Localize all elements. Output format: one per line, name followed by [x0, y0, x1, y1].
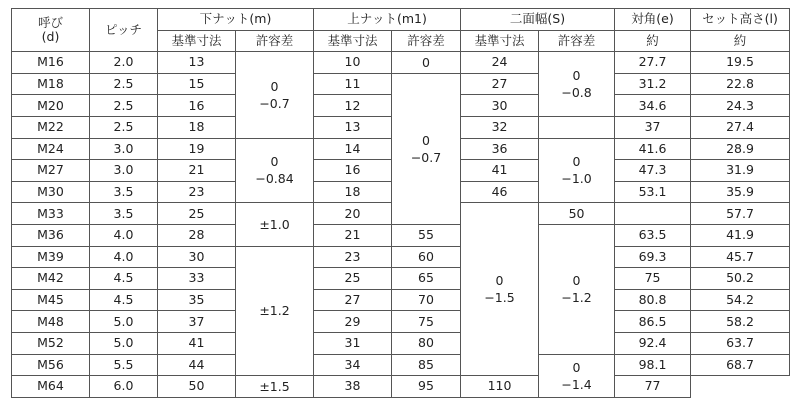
l-cell: 31.9	[691, 160, 790, 182]
m-tolerance-cell	[236, 138, 314, 203]
m-tolerance-header: 許容差	[236, 30, 314, 52]
header-row-1	[12, 9, 790, 31]
m-cell: 13	[158, 52, 236, 74]
size-cell: M16	[12, 52, 90, 74]
s-cell: 46	[461, 181, 539, 203]
s-tolerance-cell	[539, 224, 615, 354]
tolerance-upper: 0	[572, 359, 581, 375]
size-cell: M20	[12, 95, 90, 117]
e-cell: 63.5	[615, 224, 691, 246]
pitch-cell: 4.0	[90, 246, 158, 268]
pitch-cell: 6.0	[90, 376, 158, 398]
s-cell: 60	[392, 246, 461, 268]
e-cell: 69.3	[615, 246, 691, 268]
s-cell: 50	[539, 203, 615, 225]
lower-nut-header: 下ナット(m)	[158, 9, 314, 31]
table-row	[12, 224, 790, 246]
size-cell: M22	[12, 116, 90, 138]
s-tolerance-cell	[539, 116, 615, 138]
e-cell: 75	[615, 268, 691, 290]
s-tolerance-header: 許容差	[539, 30, 615, 52]
e-cell: 86.5	[615, 311, 691, 333]
l-cell: 68.7	[691, 354, 790, 376]
m1-cell: 12	[314, 95, 392, 117]
m-basic-header: 基準寸法	[158, 30, 236, 52]
size-cell: M24	[12, 138, 90, 160]
pitch-cell: 4.5	[90, 289, 158, 311]
e-cell: 37	[615, 116, 691, 138]
m-tolerance-cell: ±1.2	[236, 246, 314, 376]
l-cell: 63.7	[691, 332, 790, 354]
size-cell: M52	[12, 332, 90, 354]
s-cell: 70	[392, 289, 461, 311]
l-cell: 28.9	[691, 138, 790, 160]
width-across-corners-header: 対角(e)	[615, 9, 691, 31]
m1-cell: 34	[314, 354, 392, 376]
pitch-cell: 3.0	[90, 160, 158, 182]
m1-cell: 25	[314, 268, 392, 290]
designation-header	[12, 9, 90, 52]
e-cell: 57.7	[691, 203, 790, 225]
m1-tolerance-cell	[392, 73, 461, 224]
m1-cell: 10	[314, 52, 392, 74]
pitch-cell: 5.0	[90, 311, 158, 333]
pitch-cell: 4.0	[90, 224, 158, 246]
table-row	[12, 376, 790, 398]
m-cell: 41	[158, 332, 236, 354]
m-tolerance-cell: ±1.5	[236, 376, 314, 398]
m-cell: 28	[158, 224, 236, 246]
e-cell: 31.2	[615, 73, 691, 95]
m1-cell: 38	[314, 376, 392, 398]
m-tolerance-cell	[236, 52, 314, 138]
tolerance-lower: −1.5	[484, 290, 515, 306]
pitch-cell: 3.5	[90, 181, 158, 203]
s-tolerance-cell	[539, 52, 615, 117]
m-cell: 23	[158, 181, 236, 203]
m1-tolerance-cell: 0	[392, 52, 461, 74]
pitch-header: ピッチ	[90, 9, 158, 52]
width-across-flats-header: 二面幅(S)	[461, 9, 615, 31]
pitch-cell: 2.0	[90, 52, 158, 74]
m1-cell: 13	[314, 116, 392, 138]
e-cell: 27.7	[615, 52, 691, 74]
l-cell: 58.2	[691, 311, 790, 333]
l-cell: 50.2	[691, 268, 790, 290]
size-cell: M64	[12, 376, 90, 398]
size-cell: M42	[12, 268, 90, 290]
s-cell: 27	[461, 73, 539, 95]
s-basic-header: 基準寸法	[461, 30, 539, 52]
tolerance-lower: −0.7	[410, 149, 442, 165]
size-cell: M18	[12, 73, 90, 95]
size-cell: M30	[12, 181, 90, 203]
m-cell: 50	[158, 376, 236, 398]
l-cell: 45.7	[691, 246, 790, 268]
m1-cell: 29	[314, 311, 392, 333]
m1-cell: 11	[314, 73, 392, 95]
s-tolerance-cell	[539, 354, 615, 397]
l-cell: 35.9	[691, 181, 790, 203]
l-cell: 77	[615, 376, 691, 398]
m1-cell: 18	[314, 181, 392, 203]
size-cell: M39	[12, 246, 90, 268]
table-row	[12, 289, 790, 311]
pitch-cell: 3.5	[90, 203, 158, 225]
m-cell: 16	[158, 95, 236, 117]
table-row	[12, 268, 790, 290]
m-cell: 19	[158, 138, 236, 160]
m-cell: 30	[158, 246, 236, 268]
tolerance-lower: −0.84	[255, 171, 294, 187]
designation-header-line1: 呼び	[37, 15, 63, 31]
e-cell: 92.4	[615, 332, 691, 354]
set-height-header: セット高さ(l)	[691, 9, 790, 31]
tolerance-upper: 0	[422, 132, 430, 148]
m-cell: 37	[158, 311, 236, 333]
table-row	[12, 311, 790, 333]
m-cell: 44	[158, 354, 236, 376]
m-cell: 18	[158, 116, 236, 138]
e-approx-header: 約	[615, 30, 691, 52]
upper-nut-header: 上ナット(m1)	[314, 9, 461, 31]
tolerance-lower: −1.0	[561, 171, 592, 187]
m1-cell: 21	[314, 224, 392, 246]
l-cell: 19.5	[691, 52, 790, 74]
e-cell: 47.3	[615, 160, 691, 182]
l-cell: 54.2	[691, 289, 790, 311]
s-cell: 80	[392, 332, 461, 354]
s-cell: 95	[392, 376, 461, 398]
size-cell: M33	[12, 203, 90, 225]
designation-header-line2: (d)	[41, 29, 60, 45]
tolerance-upper: 0	[495, 273, 504, 289]
tolerance-upper: 0	[572, 154, 581, 170]
pitch-cell: 2.5	[90, 73, 158, 95]
s-cell: 75	[392, 311, 461, 333]
pitch-cell: 3.0	[90, 138, 158, 160]
table-row	[12, 52, 790, 74]
l-cell: 27.4	[691, 116, 790, 138]
m-cell: 35	[158, 289, 236, 311]
tolerance-upper: 0	[572, 68, 581, 84]
e-cell: 41.6	[615, 138, 691, 160]
m1-cell: 16	[314, 160, 392, 182]
table-row	[12, 332, 790, 354]
table-row	[12, 73, 790, 95]
m1-cell: 23	[314, 246, 392, 268]
m-cell: 25	[158, 203, 236, 225]
s-tolerance-cell	[539, 138, 615, 203]
tolerance-lower: −1.2	[561, 290, 592, 306]
s-cell: 85	[392, 354, 461, 376]
size-cell: M56	[12, 354, 90, 376]
m-cell: 15	[158, 73, 236, 95]
tolerance-upper: 0	[270, 154, 279, 170]
pitch-cell: 2.5	[90, 95, 158, 117]
size-cell: M36	[12, 224, 90, 246]
e-cell: 53.1	[615, 181, 691, 203]
m-cell: 33	[158, 268, 236, 290]
tolerance-lower: −0.7	[259, 95, 290, 111]
s-cell: 55	[392, 224, 461, 246]
m1-basic-header: 基準寸法	[314, 30, 392, 52]
pitch-cell: 2.5	[90, 116, 158, 138]
pitch-cell: 5.5	[90, 354, 158, 376]
s-cell: 65	[392, 268, 461, 290]
m1-tolerance-header: 許容差	[392, 30, 461, 52]
size-cell: M48	[12, 311, 90, 333]
tolerance-lower: −1.4	[561, 376, 592, 392]
e-cell: 34.6	[615, 95, 691, 117]
s-tolerance-cell	[615, 203, 691, 225]
pitch-cell: 5.0	[90, 332, 158, 354]
nut-dimension-table-container	[11, 8, 789, 410]
m-cell: 21	[158, 160, 236, 182]
l-cell: 24.3	[691, 95, 790, 117]
tolerance-upper: 0	[270, 78, 279, 94]
l-approx-header: 約	[691, 30, 790, 52]
s-cell: 30	[461, 95, 539, 117]
size-cell: M45	[12, 289, 90, 311]
size-cell: M27	[12, 160, 90, 182]
s-cell: 32	[461, 116, 539, 138]
e-cell: 98.1	[615, 354, 691, 376]
m1-cell: 14	[314, 138, 392, 160]
m-tolerance-cell: ±1.0	[236, 203, 314, 246]
s-cell: 41	[461, 160, 539, 182]
m1-cell: 27	[314, 289, 392, 311]
tolerance-lower: −0.8	[561, 85, 592, 101]
s-cell: 24	[461, 52, 539, 74]
e-cell: 110	[461, 376, 539, 398]
tolerance-upper: 0	[572, 273, 581, 289]
l-cell: 22.8	[691, 73, 790, 95]
table-row	[12, 246, 790, 268]
s-cell: 36	[461, 138, 539, 160]
pitch-cell: 4.5	[90, 268, 158, 290]
nut-dimension-table	[11, 8, 790, 398]
e-cell: 80.8	[615, 289, 691, 311]
m1-cell: 31	[314, 332, 392, 354]
l-cell: 41.9	[691, 224, 790, 246]
m1-cell: 20	[314, 203, 392, 225]
m1-tolerance-cell	[461, 203, 539, 376]
table-row	[12, 354, 790, 376]
